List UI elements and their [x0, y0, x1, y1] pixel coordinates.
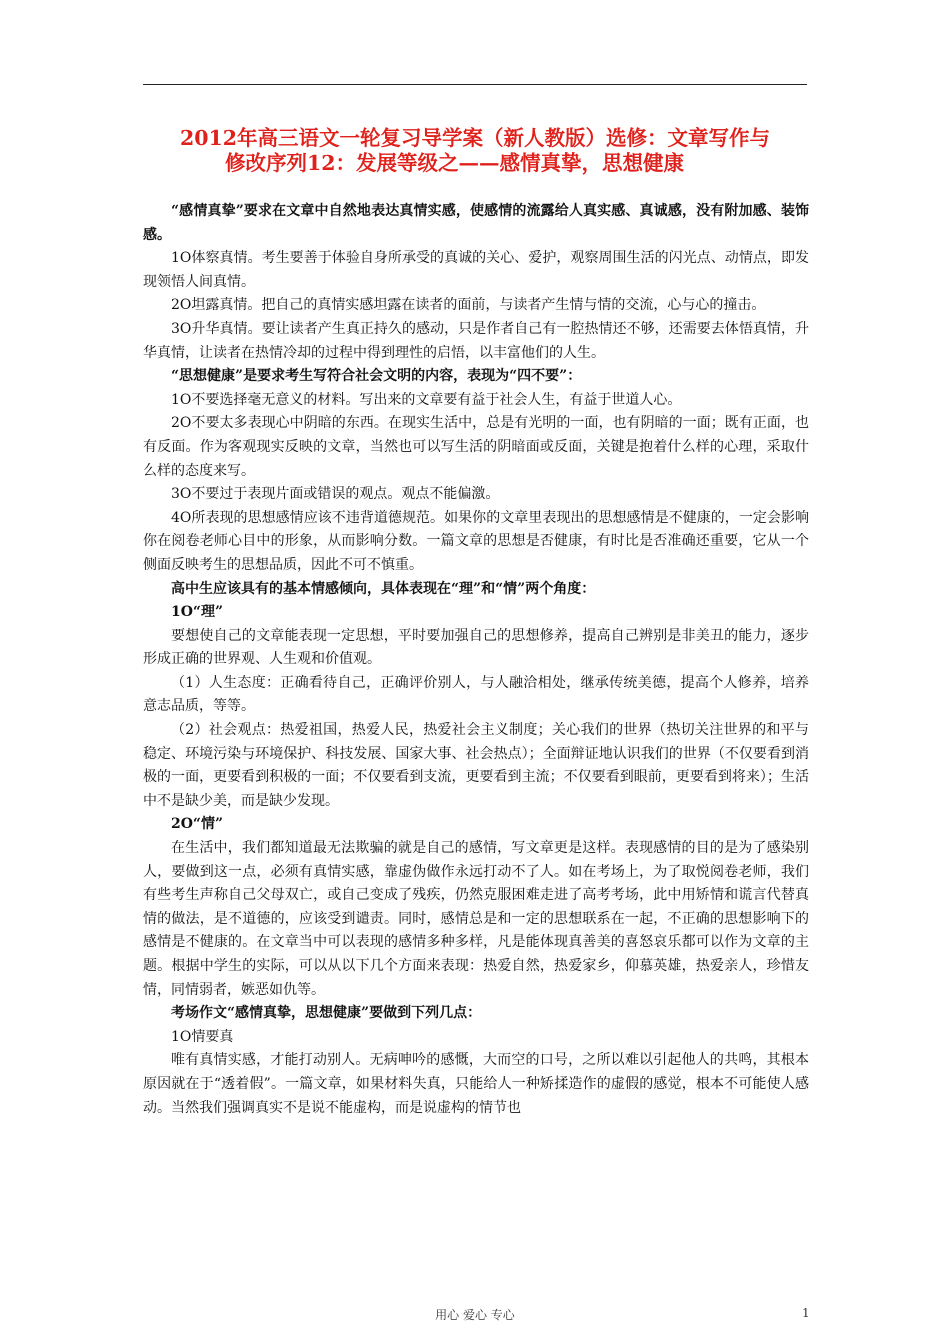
paragraph: 1O“理”	[171, 604, 224, 621]
paragraph: 1O不要选择毫无意义的材料。写出来的文章要有益于社会人生，有益于世道人心。	[171, 391, 682, 408]
paragraph: （2）社会观点：热爱祖国，热爱人民，热爱社会主义制度；关心我们的世界（热切关注世界的和平与稳定、环境污染与环境保护、科技发展、国家大事、社会热点）；全面辩证地认识我们的世界（不仅要看到消极的一面，更要看到积极的一面；不仅要看到支流，更要看到主流；不仅要看到眼前，更要看到将来）；生活中不是缺少美，而是缺少发现。	[143, 722, 809, 809]
paragraph: 4O所表现的思想感情应该不违背道德规范。如果你的文章里表现出的思想感情是不健康的，一定会影响你在阅卷老师心目中的形象，从而影响分数。一篇文章的思想是否健康，有时比是否准确还重要，它从一个侧面反映考生的思想品质，因此不可不慎重。	[143, 509, 809, 573]
paragraph: “思想健康”是要求考生写符合社会文明的内容，表现为“四不要”：	[171, 368, 582, 385]
paragraph: 3O升华真情。要让读者产生真正持久的感动，只是作者自己有一腔热情还不够，还需要去体悟真情，升华真情，让读者在热情冷却的过程中得到理性的启悟，以丰富他们的人生。	[143, 320, 809, 361]
title-line-1: 2012年高三语文一轮复习导学案（新人教版）选修：文章写作与	[180, 126, 771, 150]
paragraph: 唯有真情实感，才能打动别人。无病呻吟的感慨，大而空的口号，之所以难以引起他人的共鸣，其根本原因就在于“透着假”。一篇文章，如果材料失真，只能给人一种矫揉造作的虚假的感觉，根本不可能使人感动。当然我们强调真实不是说不能虚构，而是说虚构的情节也	[143, 1052, 809, 1116]
paragraph: 考场作文“感情真挚，思想健康”要做到下列几点：	[171, 1005, 482, 1022]
paragraph: 3O不要过于表现片面或错误的观点。观点不能偏激。	[171, 486, 500, 503]
title-line-2: 修改序列12：发展等级之——感情真挚，思想健康	[225, 151, 685, 175]
footer-motto: 用心 爱心 专心	[435, 1308, 515, 1322]
paragraph: 高中生应该具有的基本情感倾向，具体表现在“理”和“情”两个角度：	[171, 580, 596, 597]
document-title	[180, 126, 820, 176]
paragraph: “感情真挚”要求在文章中自然地表达真情实感，使感情的流露给人真实感、真诚感，没有附加感、装饰感。	[143, 203, 809, 243]
paragraph: 2O坦露真情。把自己的真情实感坦露在读者的面前，与读者产生情与情的交流，心与心的撞击。	[171, 297, 766, 314]
paragraph: 要想使自己的文章能表现一定思想，平时要加强自己的思想修养，提高自己辨别是非美丑的能力，逐步形成正确的世界观、人生观和价值观。	[143, 627, 809, 668]
paragraph: 2O不要太多表现心中阴暗的东西。在现实生活中，总是有光明的一面，也有阴暗的一面；既有正面，也有反面。作为客观现实反映的文章，当然也可以写生活的阴暗面或反面，关键是抱着什么样的心理，采取什么样的态度来写。	[143, 415, 809, 479]
paragraph: 2O“情”	[171, 816, 224, 833]
paragraph: （1）人生态度：正确看待自己，正确评价别人，与人融洽相处，继承传统美德，提高个人修养，培养意志品质，等等。	[143, 674, 809, 715]
paragraph: 1O体察真情。考生要善于体验自身所承受的真诚的关心、爱护，观察周围生活的闪光点、动情点，即发现领悟人间真情。	[143, 250, 809, 290]
document-body	[143, 200, 809, 1120]
paragraph: 1O情要真	[171, 1028, 234, 1045]
paragraph: 在生活中，我们都知道最无法欺骗的就是自己的感情，写文章更是这样。表现感情的目的是为了感染别人，要做到这一点，必须有真情实感，靠虚伪做作永远打动不了人。如在考场上，为了取悦阅卷老师，我们有些考生声称自己父母双亡，或自己变成了残疾，仍然克服困难走进了高考考场，此中用矫情和谎言代替真情的做法，是不道德的，应该受到谴责。同时，感情总是和一定的思想联系在一起，不正确的思想影响下的感情是不健康的。在文章当中可以表现的感情多种多样，凡是能体现真善美的喜怒哀乐都可以作为文章的主题。根据中学生的实际，可以从以下几个方面来表现：热爱自然，热爱家乡，仰慕英雄，热爱亲人，珍惜友情，同情弱者，嫉恶如仇等。	[143, 840, 809, 998]
header-rule	[143, 84, 807, 85]
page-number: 1	[802, 1306, 810, 1320]
page-footer	[0, 1306, 950, 1326]
